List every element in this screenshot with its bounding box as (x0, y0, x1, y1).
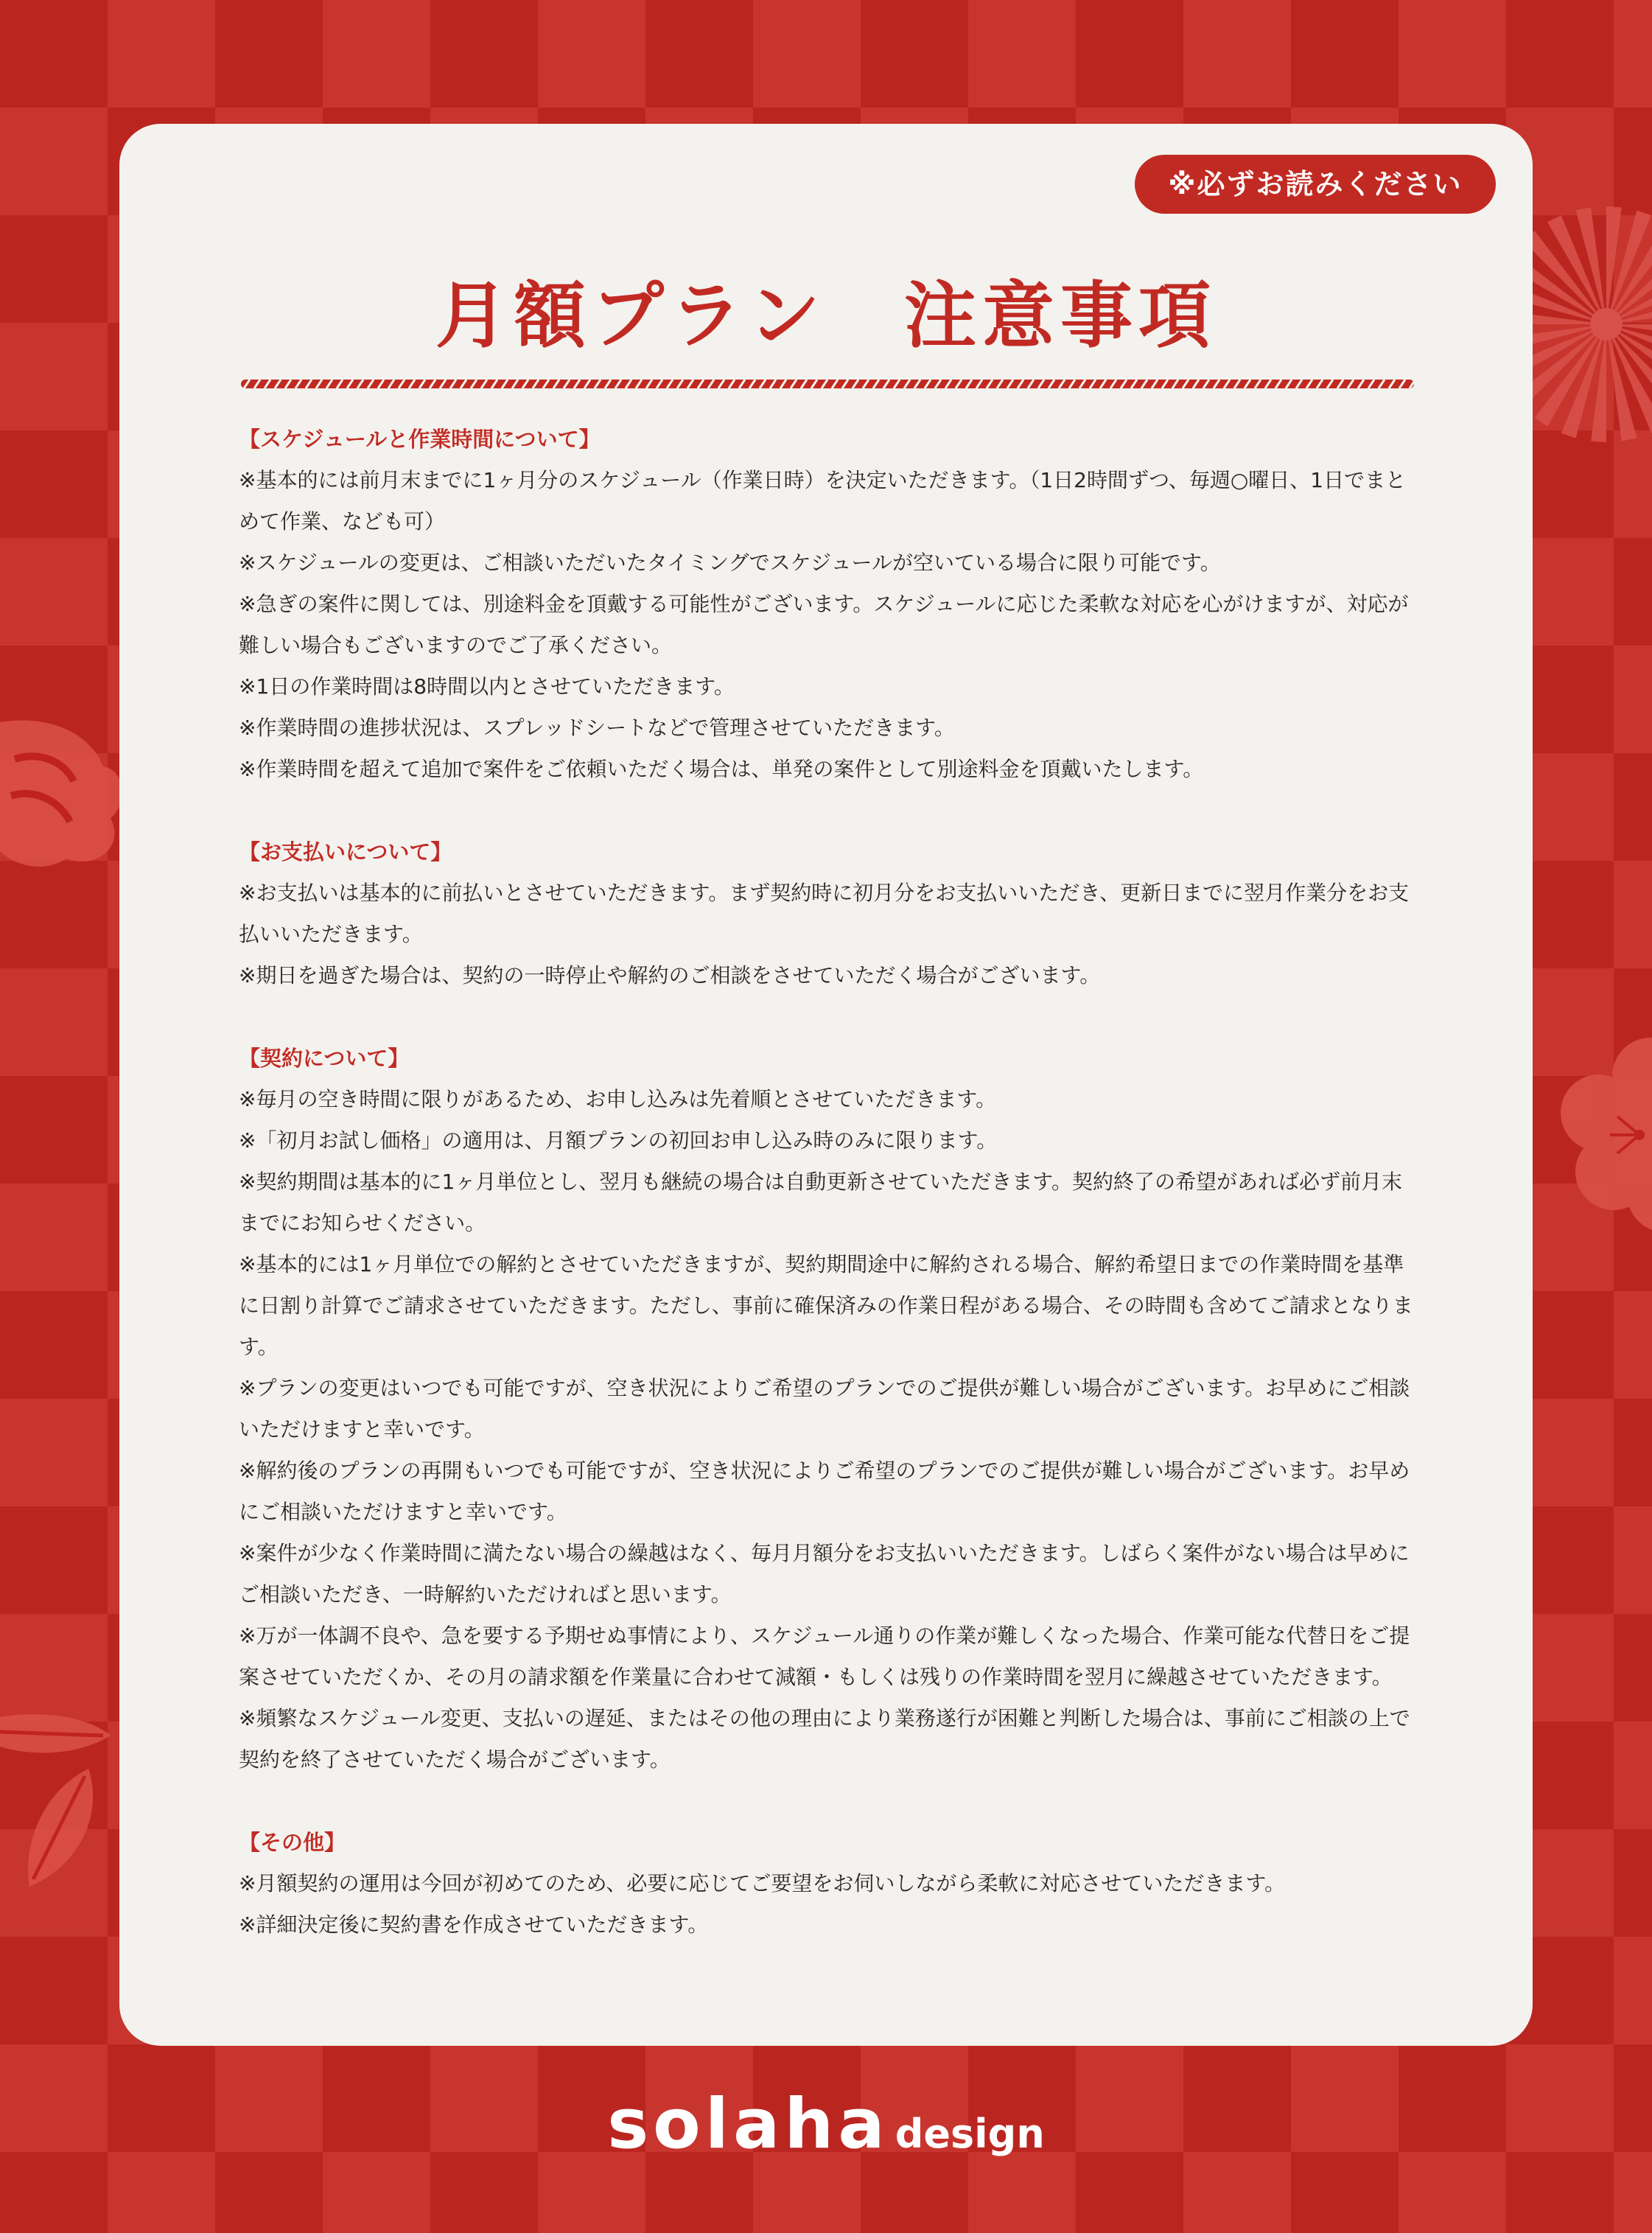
list-item: ※解約後のプランの再開もいつでも可能ですが、空き状況によりご希望のプランでのご提供が難しい場合がございます。お早めにご相談いただけますと幸いです。 (239, 1458, 1410, 1524)
list-item: ※詳細決定後に契約書を作成させていただきます。 (239, 1912, 709, 1937)
list-item: ※期日を過ぎた場合は、契約の一時停止や解約のご相談をさせていただく場合がございます。 (239, 963, 1101, 988)
notice-content (239, 419, 1415, 1946)
section-schedule (239, 419, 1415, 790)
section-other (239, 1822, 1415, 1946)
list-item: ※作業時間を超えて追加で案件をご依頼いただく場合は、単発の案件として別途料金を頂戴いたします。 (239, 757, 1204, 781)
list-item: ※毎月の空き時間に限りがあるため、お申し込みは先着順とさせていただきます。 (239, 1087, 997, 1111)
list-item: ※頻繁なスケジュール変更、支払いの遅延、またはその他の理由により業務遂行が困難と判断した場合は、事前にご相談の上で契約を終了させていただく場合がございます。 (239, 1706, 1410, 1772)
list-item: ※「初月お試し価格」の適用は、月額プランの初回お申し込み時のみに限ります。 (239, 1128, 998, 1153)
list-item: ※お支払いは基本的に前払いとさせていただきます。まず契約時に初月分をお支払いいただき、更新日までに翌月作業分をお支払いいただきます。 (239, 881, 1410, 946)
logo-sub-text: design (895, 2111, 1045, 2157)
list-item: ※万が一体調不良や、急を要する予期せぬ事情により、スケジュール通りの作業が難しくなった場合、作業可能な代替日をご提案させていただくか、その月の請求額を作業量に合わせて減額・もしくは残りの作業時間を翌月に繰越させていただきます。 (239, 1624, 1410, 1689)
list-item: ※契約期間は基本的に1ヶ月単位とし、翌月も継続の場合は自動更新させていただきます。契約終了の希望があれば必ず前月末までにお知らせください。 (239, 1170, 1403, 1235)
list-item: ※急ぎの案件に関しては、別途料金を頂戴する可能性がございます。スケジュールに応じた柔軟な対応を心がけますが、対応が難しい場合もございますのでご了承ください。 (239, 592, 1409, 657)
page-title: 月額プラン 注意事項 (435, 274, 1217, 358)
leaf-ornament-icon (0, 1702, 125, 1901)
rope-divider (241, 377, 1414, 391)
plum-blossom-icon (1555, 1032, 1652, 1238)
list-item: ※基本的には前月末までに1ヶ月分のスケジュール（作業日時）を決定いただきます。（1日2時間ずつ、毎週○曜日、1日でまとめて作業、なども可） (239, 468, 1407, 534)
list-item: ※月額契約の運用は今回が初めてのため、必要に応じてご要望をお伺いしながら柔軟に対応させていただきます。 (239, 1871, 1286, 1895)
section-heading: 【契約について】 (239, 1046, 410, 1071)
list-item: ※プランの変更はいつでも可能ですが、空き状況によりご希望のプランでのご提供が難しい場合がございます。お早めにご相談いただけますと幸いです。 (239, 1376, 1410, 1442)
list-item: ※基本的には1ヶ月単位での解約とさせていただきますが、契約期間途中に解約される場合、解約希望日までの作業時間を基準に日割り計算でご請求させていただきます。ただし、事前に確保済みの作業日程がある場合、その時間も含めてご請求となります。 (239, 1252, 1413, 1359)
list-item: ※作業時間の進捗状況は、スプレッドシートなどで管理させていただきます。 (239, 716, 955, 740)
list-item: ※1日の作業時間は8時間以内とさせていただきます。 (239, 674, 735, 699)
section-heading: 【お支払いについて】 (239, 839, 452, 864)
list-item: ※案件が少なく作業時間に満たない場合の繰越はなく、毎月月額分をお支払いいただきます。しばらく案件がない場合は早めにご相談いただき、一時解約いただければと思います。 (239, 1541, 1410, 1607)
section-heading: 【スケジュールと作業時間について】 (239, 427, 601, 452)
logo-main-text: solaha (607, 2084, 889, 2164)
list-item: ※スケジュールの変更は、ご相談いただいたタイミングでスケジュールが空いている場合に限り可能です。 (239, 551, 1221, 575)
fan-ornament-icon (1518, 199, 1652, 450)
section-heading: 【その他】 (239, 1830, 346, 1855)
section-payment (239, 831, 1415, 996)
brand-logo (0, 2084, 1652, 2164)
pine-ornament-icon (0, 700, 133, 877)
must-read-badge: ※必ずお読みください (1135, 155, 1496, 214)
notice-card (119, 124, 1533, 2046)
section-contract (239, 1038, 1415, 1781)
